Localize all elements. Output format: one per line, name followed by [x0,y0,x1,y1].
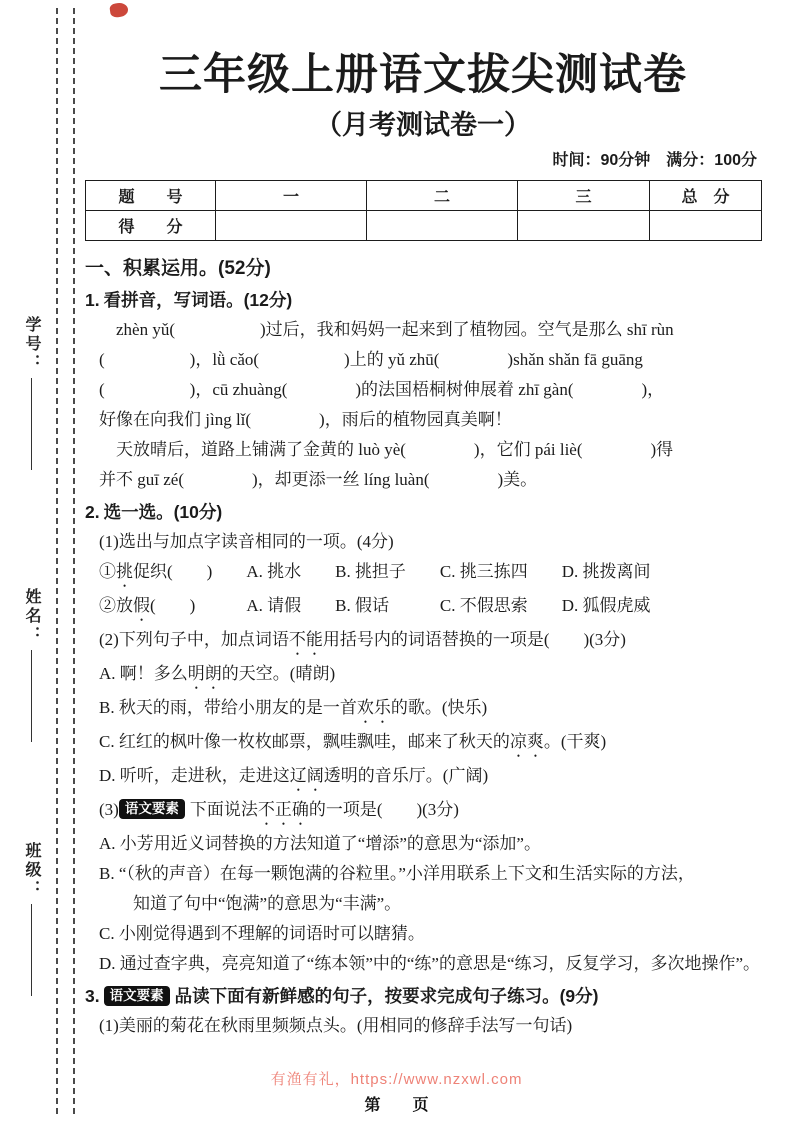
page-subtitle: （月考测试卷一） [315,110,531,140]
section-1-title: 一、积累运用。(52分) [85,258,271,279]
text-line: ( )，lǜ cǎo( )上的 yǔ zhū( )shǎn shǎn fā guāng [99,350,643,369]
student-name-blank-line [31,650,32,742]
main-content [85,0,761,1041]
question-1-number: 1. [85,290,100,310]
question-1 [85,285,761,495]
seal-dashed-line [56,8,58,1114]
question-2-label: 选一选。(10分) [103,502,223,522]
question-1-body [99,315,761,495]
question-1-label: 看拼音，写词语。(12分) [103,290,293,310]
text-line: 天放晴后，道路上铺满了金黄的 luò yè( )，它们 pái liè( )得 [99,440,674,459]
question-2 [85,497,761,979]
emphasized-text: 欢乐 [356,698,391,717]
student-class-blank-line [31,904,32,996]
score-table-header-row [86,181,762,211]
text-line: ①挑促织( ) A. 挑水 B. 挑担子 C. 挑三拣四 D. 挑拨离间 [99,562,651,581]
question-2-number: 2. [85,502,100,522]
score-table-column-header: 三 [518,181,650,211]
student-name-label: 姓名： [23,588,40,645]
text-line: (1)选出与加点字读音相同的一项。(4分) [99,532,394,551]
score-table-score-row [86,211,762,241]
page-title: 三年级上册语文拔尖测试卷 [159,51,687,99]
student-class-field [20,842,43,996]
text-line: ( )，cū zhuàng( )的法国梧桐树伸展着 zhī gàn( )， [99,380,665,399]
score-table-empty-cell [650,211,762,241]
emphasized-text: 辽阔 [289,766,324,785]
emphasized-text: 假 [133,596,150,615]
emphasized-text: 凉爽 [509,732,544,751]
footer-site-link: 有渔有礼，https://www.nzxwl.com [270,1071,523,1088]
page-number: 第 页 [364,1097,429,1114]
question-1-heading [85,285,761,315]
keyword-badge: 语文要素 [119,799,185,819]
text-line: C. 小刚觉得遇到不理解的词语时可以瞎猜。 [99,924,425,943]
score-table-column-header: 总 分 [650,181,762,211]
question-2-body [99,527,761,979]
student-id-label: 学号： [23,316,40,373]
text-line: B. “（秋的声音）在每一颗饱满的谷粒里。”小洋用联系上下文和生活实际的方法， [99,864,695,883]
margin-seal-area [0,0,84,1122]
student-class-label: 班级： [23,842,40,899]
question-2-heading [85,497,761,527]
student-id-blank-line [31,378,32,470]
score-table-empty-cell [367,211,518,241]
emphasized-text: 不能 [288,630,323,649]
question-3-number: 3. [85,986,100,1006]
text-line: A. 啊！多么明朗的天空。(晴朗) [99,664,336,683]
score-table-header-label: 题 号 [86,181,216,211]
text-line: ②放假( ) A. 请假 B. 假话 C. 不假思索 D. 狐假虎威 [99,596,651,615]
score-table [85,180,762,241]
time-and-score-info: 时间：90分钟 满分：100分 [552,152,757,169]
text-line: B. 秋天的雨，带给小朋友的是一首欢乐的歌。(快乐) [99,698,488,717]
text-line: (1)美丽的菊花在秋雨里频频点头。(用相同的修辞手法写一句话) [99,1016,573,1035]
seal-dashed-line-2 [73,8,75,1114]
score-table-column-header: 二 [367,181,518,211]
text-line: zhèn yǔ( )过后，我和妈妈一起来到了植物园。空气是那么 shī rùn [99,320,674,339]
text-line: 好像在向我们 jìng lǐ( )，雨后的植物园真美啊！ [99,410,512,429]
student-name-field [20,588,43,742]
text-line: A. 小芳用近义词替换的方法知道了“增添”的意思为“添加”。 [99,834,541,853]
keyword-badge: 语文要素 [104,986,170,1006]
score-table-column-header: 一 [216,181,367,211]
text-line: D. 通过查字典，亮亮知道了“练本领”中的“练”的意思是“练习，反复学习，多次地操作”。 [99,954,761,973]
text-line: 知道了句中“饱满”的意思为“丰满”。 [99,894,402,913]
question-3-label: 语文要素 品读下面有新鲜感的句子，按要求完成句子练习。(9分) [104,986,599,1006]
text-line: (3) 语文要素 下面说法不正确的一项是( )(3分) [99,800,459,819]
text-line: (2)下列句子中，加点词语不能用括号内的词语替换的一项是( )(3分) [99,630,626,649]
question-3-body [99,1011,761,1041]
question-3-heading [85,981,761,1011]
score-table-empty-cell [216,211,367,241]
text-line: D. 听听，走进秋，走进这辽阔透明的音乐厅。(广阔) [99,766,489,785]
question-3 [85,981,761,1041]
emphasized-text: 明朗 [187,664,222,683]
text-line: C. 红红的枫叶像一枚枚邮票，飘哇飘哇，邮来了秋天的凉爽。(干爽) [99,732,607,751]
score-table-empty-cell [518,211,650,241]
score-table-score-label: 得 分 [86,211,216,241]
emphasized-text: 不正确 [257,800,309,819]
student-id-field [20,316,43,470]
emphasized-text: 挑 [116,562,133,581]
text-line: 并不 guī zé( )，却更添一丝 líng luàn( )美。 [99,470,538,489]
